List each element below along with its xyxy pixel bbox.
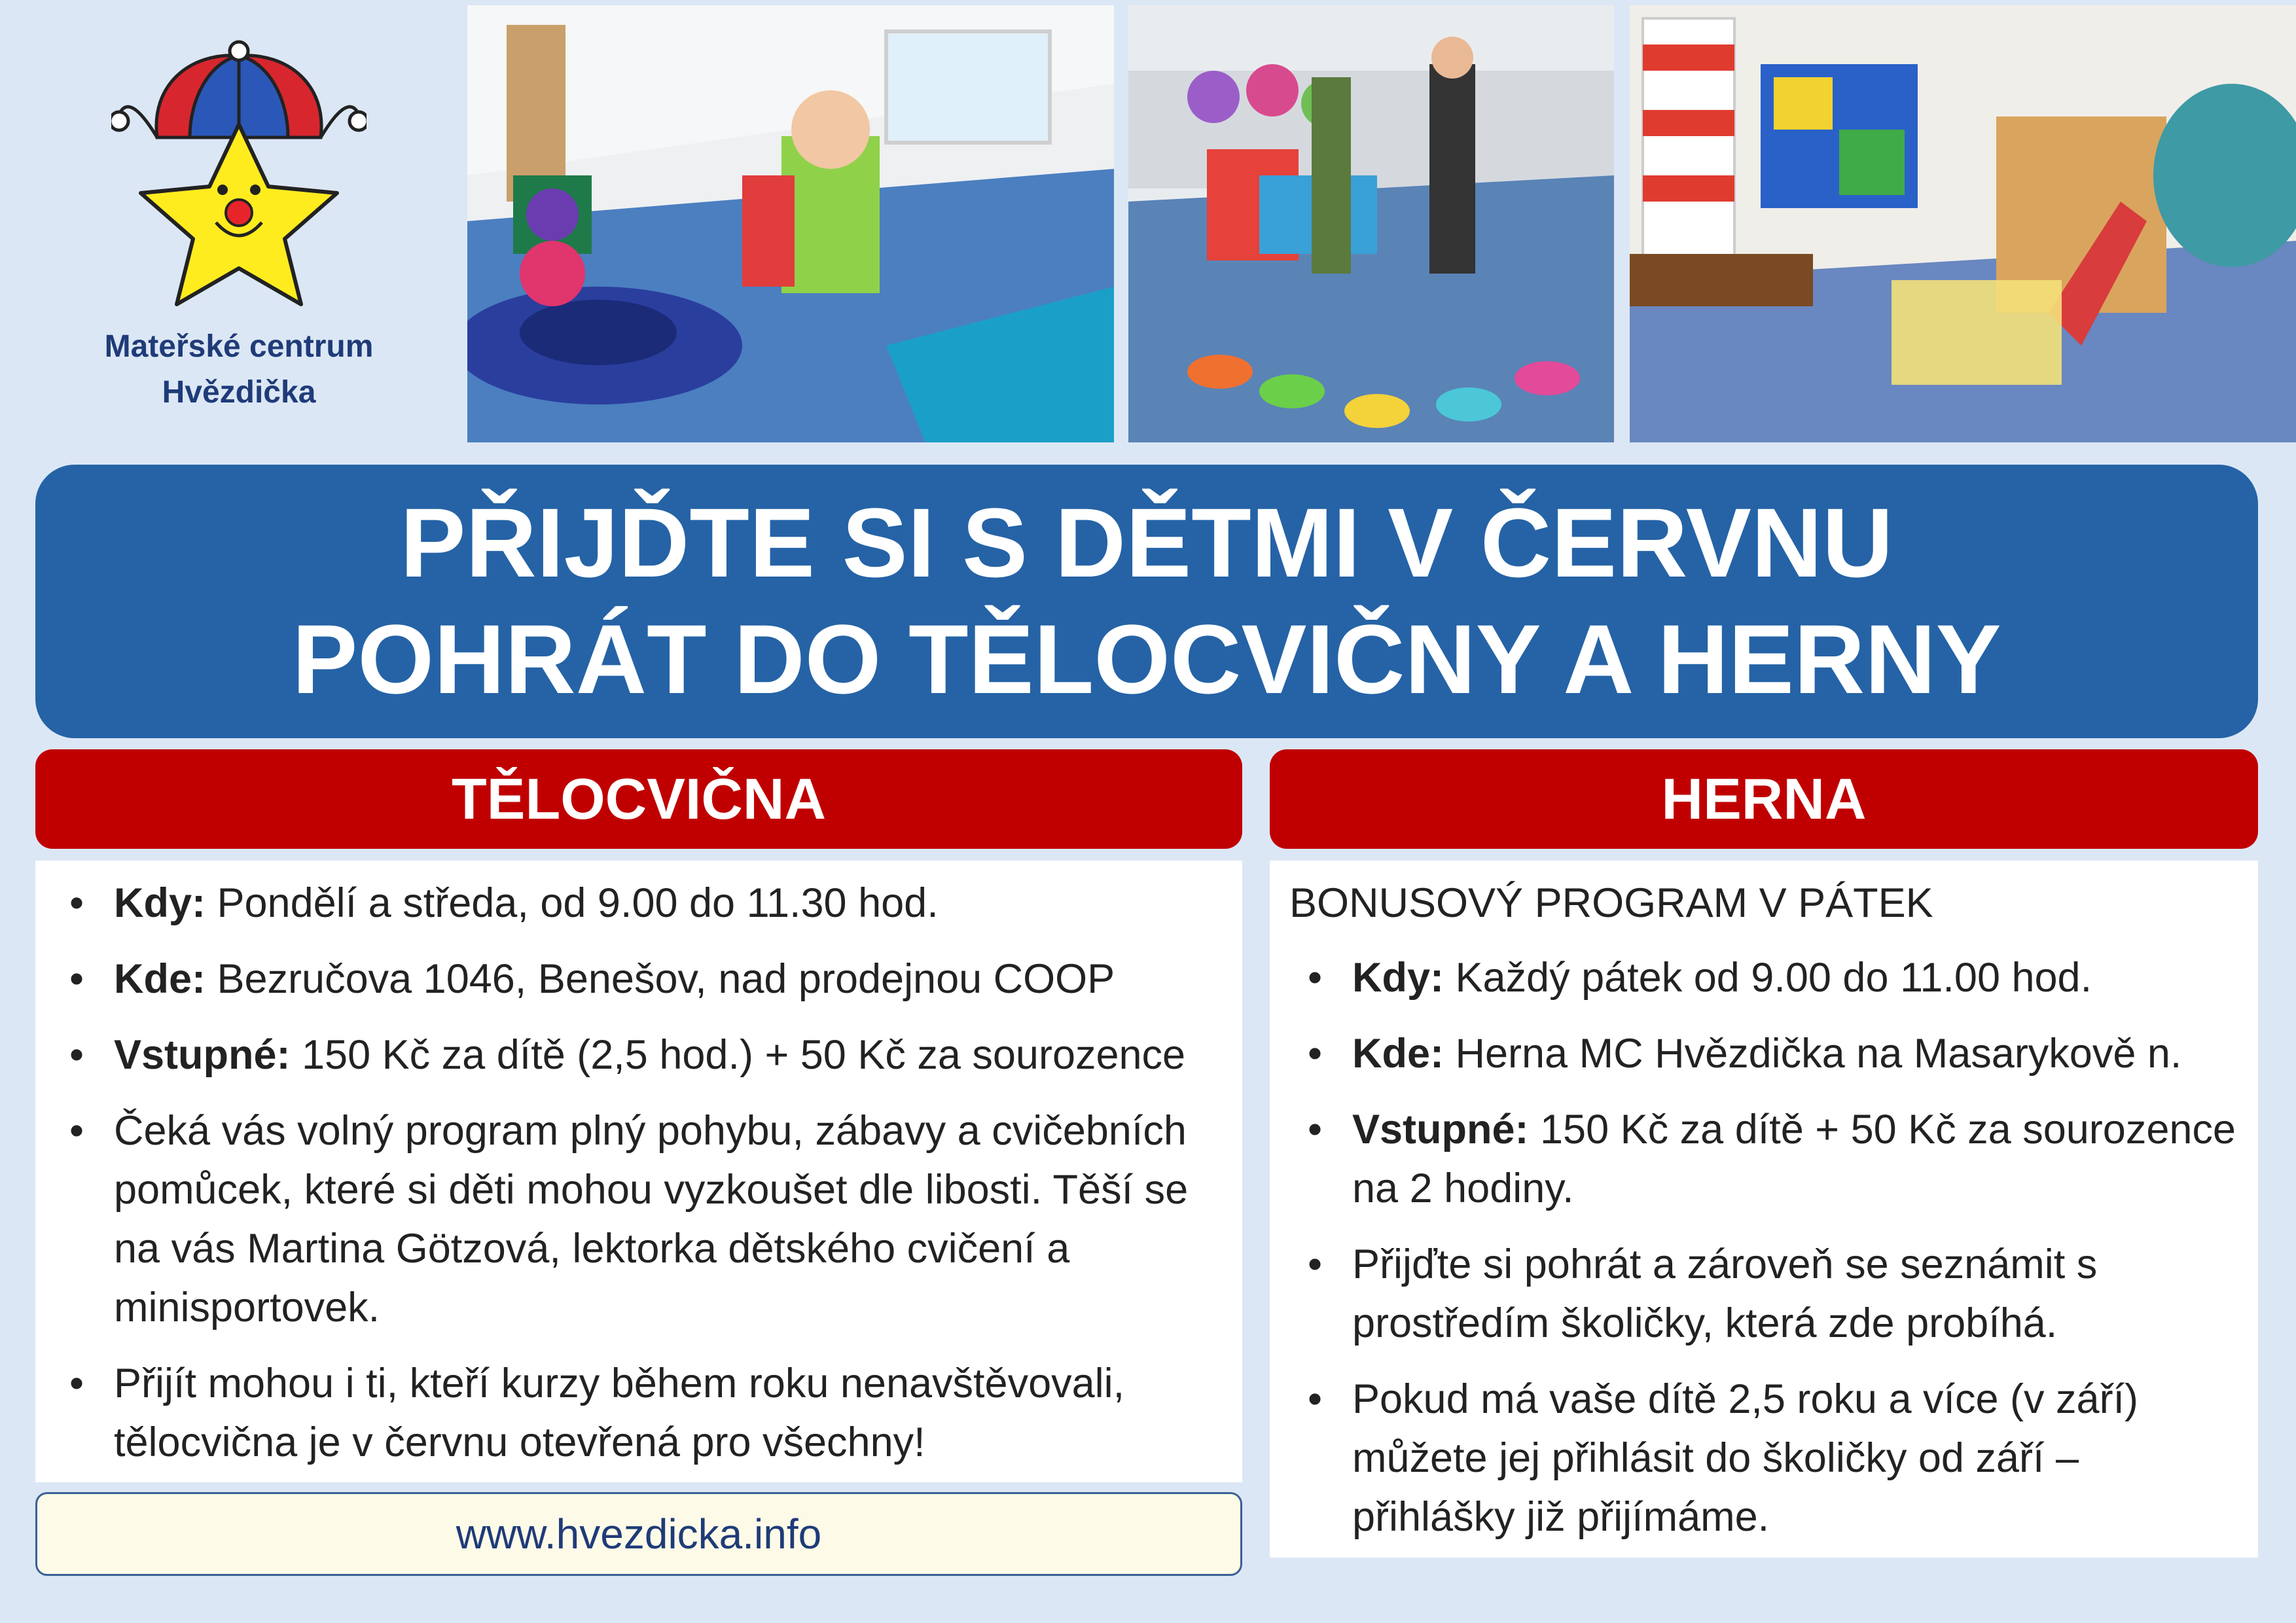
bullet-icon: • [69,956,84,1002]
bullet-icon: • [69,1361,84,1406]
item-text: Bezručova 1046, Benešov, nad prodejnou COOP [206,956,1115,1002]
gym-photo-1 [467,5,1114,442]
website-link[interactable]: www.hvezdicka.info [35,1492,1242,1576]
list-item [51,1354,1227,1472]
list-item [51,950,1227,1008]
list-item [51,1101,1227,1337]
item-label: Kdy: [114,880,206,926]
bullet-icon: • [1308,1241,1323,1287]
section-header-gym: TĚLOCVIČNA [35,749,1242,849]
title-line-2: POHRÁT DO TĚLOCVIČNY A HERNY [292,604,2001,714]
section-header-playroom: HERNA [1270,749,2258,849]
item-label: Kde: [114,956,206,1002]
bullet-icon: • [1308,955,1323,1001]
list-item [1289,1370,2242,1546]
gym-photo-2 [1128,5,1614,442]
bullet-icon: • [69,880,84,926]
playroom-photo [1630,5,2296,442]
list-item [1289,1024,2242,1083]
item-label: Kdy: [1352,955,1444,1001]
item-label: Vstupné: [114,1032,291,1078]
logo-name-line2: Hvězdička [162,375,316,410]
item-text: 150 Kč za dítě + 50 Kč za sourozence na 2 hodiny. [1352,1107,2236,1211]
gym-info-panel [35,861,1242,1482]
bullet-icon: • [69,1032,84,1078]
list-item [1289,948,2242,1007]
title-banner [35,465,2258,738]
list-item [1289,1100,2242,1218]
bullet-icon: • [1308,1376,1323,1422]
item-text: Každý pátek od 9.00 do 11.00 hod. [1444,955,2092,1001]
playroom-info-panel [1270,861,2258,1558]
bonus-program-heading: BONUSOVÝ PROGRAM V PÁTEK [1289,880,1933,926]
item-text: 150 Kč za dítě (2,5 hod.) + 50 Kč za sourozence [290,1032,1186,1078]
title-line-1: PŘIJĎTE SI S DĚTMI V ČERVNU [400,488,1893,597]
playroom-info-list [1289,948,2242,1546]
item-text: Herna MC Hvězdička na Masarykově n. [1444,1031,2182,1077]
list-item [51,874,1227,933]
star-jester-icon [111,26,367,308]
item-text: Čeká vás volný program plný pohybu, zábavy a cvičebních pomůcek, které si děti mohou vyzkoušet dle libosti. Těší se na vás Martina Götzová, lektorka dětského cvičení a minisportovek. [114,1108,1189,1330]
bullet-icon: • [69,1108,84,1154]
item-text: Pondělí a středa, od 9.00 do 11.30 hod. [206,880,939,926]
bullet-icon: • [1308,1031,1323,1077]
logo [85,26,393,432]
bullet-icon: • [1308,1107,1323,1152]
gym-info-list [51,874,1227,1472]
item-label: Vstupné: [1352,1107,1529,1152]
logo-name-line1: Mateřské centrum [104,329,374,364]
item-text: Přijďte si pohrát a zároveň se seznámit s prostředím školičky, která zde probíhá. [1352,1241,2098,1346]
item-text: Přijít mohou i ti, kteří kurzy během roku nenavštěvovali, tělocvična je v červnu otevřená pro všechny! [114,1361,1125,1465]
list-item [51,1026,1227,1084]
item-label: Kde: [1352,1031,1444,1077]
item-text: Pokud má vaše dítě 2,5 roku a více (v září) můžete jej přihlásit do školičky od září – přihlášky již přijímáme. [1352,1376,2139,1540]
list-item [1289,1235,2242,1353]
